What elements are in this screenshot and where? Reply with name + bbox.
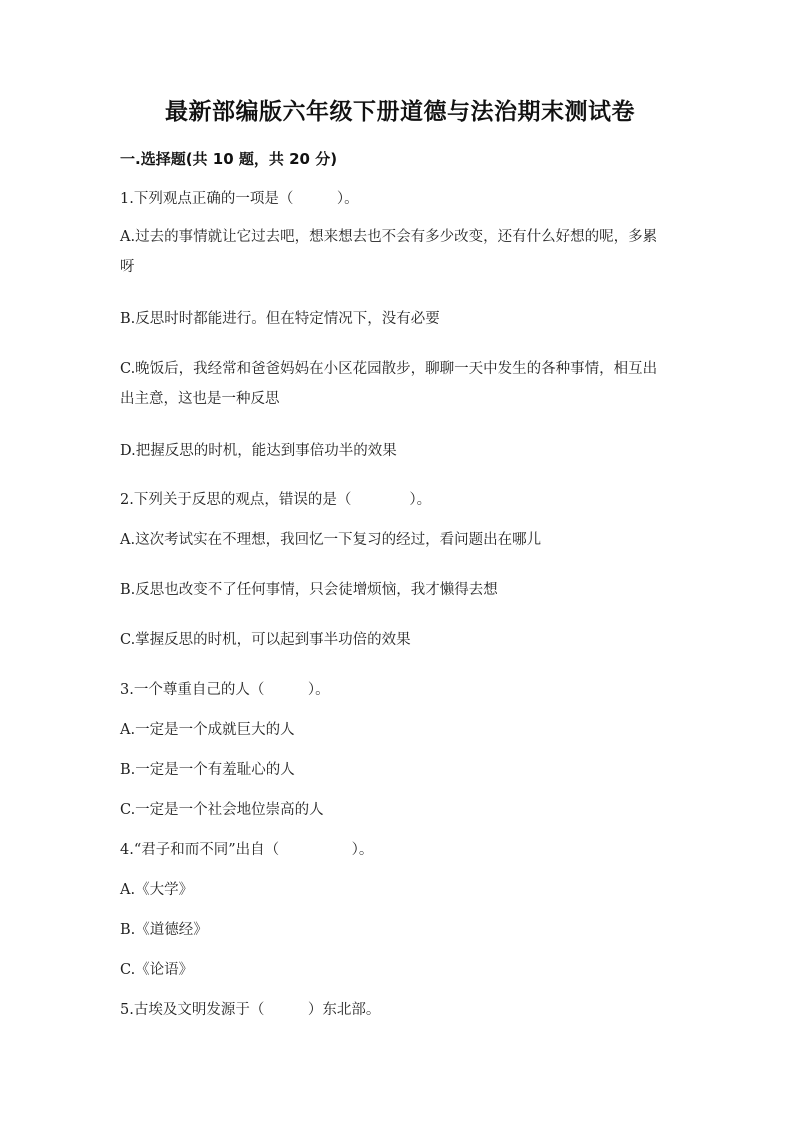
question-1-option-a: A.过去的事情就让它过去吧，想来想去也不会有多少改变，还有什么好想的呢，多累呀 (120, 229, 658, 275)
question-2-option-b: B.反思也改变不了任何事情，只会徒增烦恼，我才懒得去想 (120, 582, 498, 598)
question-1-stem: 1.下列观点正确的一项是（ ）。 (120, 191, 359, 207)
section-heading: 一.选择题(共 10 题，共 20 分) (120, 150, 338, 168)
question-4-option-a: A.《大学》 (120, 882, 194, 898)
question-1-option-b: B.反思时时都能进行。但在特定情况下，没有必要 (120, 311, 440, 327)
question-1-option-c: C.晚饭后，我经常和爸爸妈妈在小区花园散步，聊聊一天中发生的各种事情，相互出出主意，这也是一种反思 (120, 361, 658, 407)
document-title: 最新部编版六年级下册道德与法治期末测试卷 (165, 99, 635, 125)
question-1-option-d: D.把握反思的时机，能达到事倍功半的效果 (120, 443, 397, 459)
question-2-stem: 2.下列关于反思的观点，错误的是（ ）。 (120, 492, 432, 508)
question-4-stem: 4.“君子和而不同”出自（ ）。 (120, 842, 374, 858)
question-3-option-b: B.一定是一个有羞耻心的人 (120, 762, 295, 778)
question-3-stem: 3.一个尊重自己的人（ ）。 (120, 682, 330, 698)
question-3-option-c: C.一定是一个社会地位崇高的人 (120, 802, 324, 818)
question-4-option-b: B.《道德经》 (120, 922, 208, 938)
question-2-option-c: C.掌握反思的时机，可以起到事半功倍的效果 (120, 632, 411, 648)
question-5-stem: 5.古埃及文明发源于（ ）东北部。 (120, 1002, 381, 1018)
question-4-option-c: C.《论语》 (120, 962, 194, 978)
question-3-option-a: A.一定是一个成就巨大的人 (120, 722, 295, 738)
question-2-option-a: A.这次考试实在不理想，我回忆一下复习的经过，看问题出在哪儿 (120, 532, 542, 548)
